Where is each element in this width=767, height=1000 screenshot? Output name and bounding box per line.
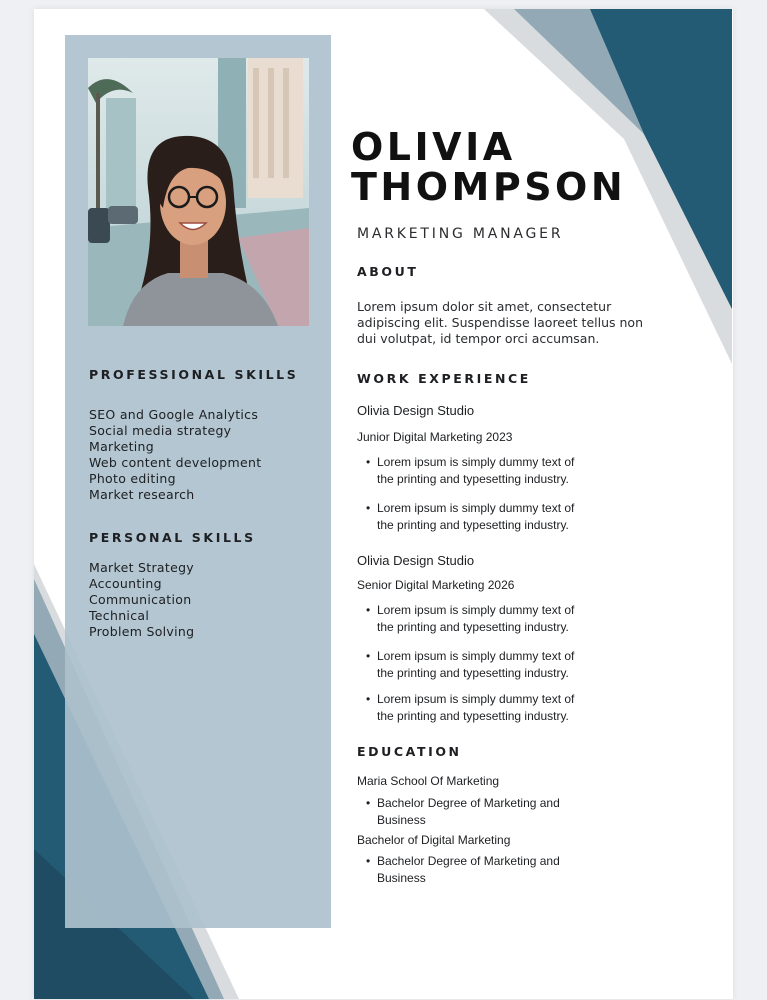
- job-bullet: • Lorem ipsum is simply dummy text of the printing and typesetting industry.: [357, 454, 577, 488]
- list-item: Market Strategy: [89, 560, 195, 575]
- work-experience-heading: WORK EXPERIENCE: [357, 371, 531, 386]
- education-heading: EDUCATION: [357, 744, 462, 759]
- list-item: Web content development: [89, 455, 262, 470]
- person-name: [351, 127, 626, 207]
- list-item: Technical: [89, 608, 150, 623]
- job-organization: Olivia Design Studio: [357, 403, 475, 418]
- education-detail: • Bachelor Degree of Marketing and Business: [357, 795, 577, 829]
- job-title: Junior Digital Marketing 2023: [357, 430, 513, 444]
- job-bullet: • Lorem ipsum is simply dummy text of the printing and typesetting industry.: [357, 691, 577, 725]
- education-detail: • Bachelor Degree of Marketing and Business: [357, 853, 577, 887]
- list-item: Marketing: [89, 439, 154, 454]
- education-school: Bachelor of Digital Marketing: [357, 833, 511, 847]
- list-item: Communication: [89, 592, 192, 607]
- last-name: THOMPSON: [351, 165, 627, 209]
- job-role: MARKETING MANAGER: [357, 226, 564, 242]
- list-item: Social media strategy: [89, 423, 232, 438]
- list-item: SEO and Google Analytics: [89, 407, 259, 422]
- job-organization: Olivia Design Studio: [357, 553, 475, 568]
- education-school: Maria School Of Marketing: [357, 774, 500, 788]
- professional-skills-heading: PROFESSIONAL SKILLS: [89, 367, 299, 382]
- list-item: Problem Solving: [89, 624, 195, 639]
- job-bullet: • Lorem ipsum is simply dummy text of the printing and typesetting industry.: [357, 500, 577, 534]
- list-item: Market research: [89, 487, 195, 502]
- personal-skills-list: [89, 560, 194, 640]
- about-heading: ABOUT: [357, 264, 419, 279]
- profile-photo: [88, 58, 309, 326]
- professional-skills-list: [89, 407, 261, 503]
- list-item: Accounting: [89, 576, 162, 591]
- job-title: Senior Digital Marketing 2026: [357, 578, 515, 592]
- personal-skills-heading: PERSONAL SKILLS: [89, 530, 256, 545]
- resume-page: [34, 9, 733, 999]
- job-bullet: • Lorem ipsum is simply dummy text of the printing and typesetting industry.: [357, 602, 577, 636]
- first-name: OLIVIA: [351, 125, 516, 169]
- job-bullet: • Lorem ipsum is simply dummy text of the printing and typesetting industry.: [357, 648, 577, 682]
- list-item: Photo editing: [89, 471, 176, 486]
- about-text: Lorem ipsum dolor sit amet, consectetur adipiscing elit. Suspendisse laoreet tellus non dui volutpat, id tempor orci accumsan.: [357, 299, 643, 346]
